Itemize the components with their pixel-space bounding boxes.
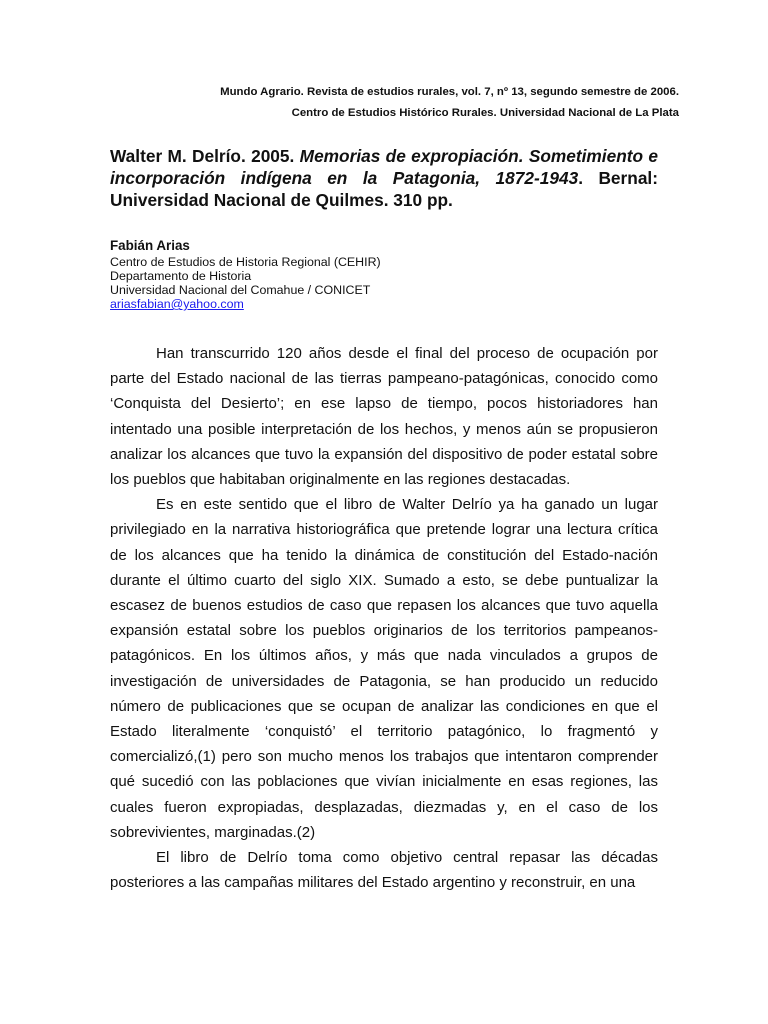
paragraph: Es en este sentido que el libro de Walter Delrío ya ha ganado un lugar privilegiado en la narrativa historiográfica que pretende lograr una lectura crítica de los alcances que ha tenido la dinámica de constitución del Estado-nación durante el último cuarto del siglo XIX. Sumado a esto, se debe puntualizar la escasez de buenos estudios de caso que repasen los alcances que tuvo aquella expansión estatal sobre los pueblos originarios de los territorios pampeanos-patagónicos. En los últimos años, y más que nada vinculados a grupos de investigación de universidades de Patagonia, se han producido un reducido número de publicaciones que se ocupan de analizar las condiciones en que el Estado literalmente ‘conquistó’ el territorio patagónico, lo fragmentó y comercializó,(1) pero son mucho menos los trabajos que intentaron comprender qué sucedió con las poblaciones que vivían inicialmente en esas regiones, las cuales fueron expropiadas, desplazadas, diezmadas y, en el caso de los sobrevivientes, marginadas.(2) — [110, 496, 658, 841]
reviewer-university: Universidad Nacional del Comahue / CONICET — [110, 283, 371, 297]
review-title — [110, 145, 658, 211]
review-body — [110, 341, 658, 895]
book-author-year: Walter M. Delrío. 2005. — [110, 146, 295, 166]
journal-publisher: Centro de Estudios Histórico Rurales. Universidad Nacional de La Plata — [291, 107, 679, 119]
book-title: Memorias de expropiación. Sometimiento e incorporación indígena en la Patagonia, 1872-1943 — [110, 146, 659, 188]
journal-citation: Mundo Agrario. Revista de estudios rurales, vol. 7, nº 13, segundo semestre de 2006. — [220, 86, 679, 98]
book-publisher: . Bernal: Universidad Nacional de Quilmes. 310 pp. — [110, 168, 658, 210]
paragraph: El libro de Delrío toma como objetivo central repasar las décadas posteriores a las campañas militares del Estado argentino y reconstruir, en una — [110, 849, 658, 892]
reviewer-email-link[interactable]: ariasfabian@yahoo.com — [110, 297, 244, 311]
paragraph: Han transcurrido 120 años desde el final del proceso de ocupación por parte del Estado nacional de las tierras pampeano-patagónicas, conocido como ‘Conquista del Desierto’; en ese lapso de tiempo, pocos historiadores han intentado una posible interpretación de los hechos, y menos aún se propusieron analizar los alcances que tuvo la expansión del dispositivo de poder estatal sobre los pueblos que habitaban originalmente en las regiones destacadas. — [110, 345, 658, 489]
reviewer-block — [110, 239, 381, 311]
reviewer-name: Fabián Arias — [110, 238, 190, 253]
journal-header — [220, 82, 679, 124]
reviewer-affiliation: Centro de Estudios de Historia Regional (CEHIR) — [110, 255, 381, 269]
reviewer-department: Departamento de Historia — [110, 269, 252, 283]
